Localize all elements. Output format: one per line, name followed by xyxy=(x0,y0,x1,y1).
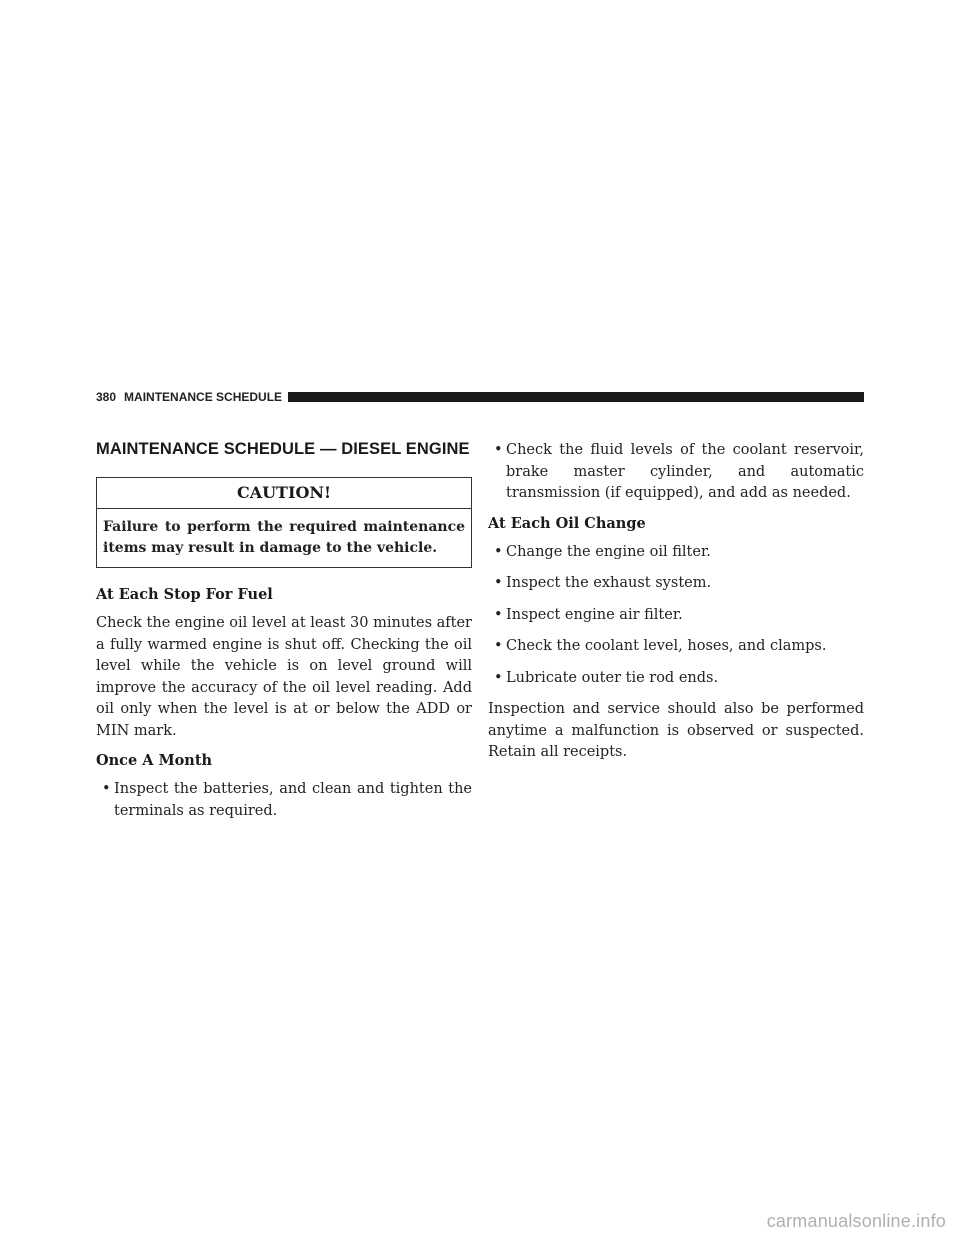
list-item-text: Lubricate outer tie rod ends. xyxy=(506,669,719,686)
bullet-icon: • xyxy=(494,442,503,458)
list-item-text: Check the coolant level, hoses, and clamps. xyxy=(506,638,827,654)
monthly-list xyxy=(96,779,472,822)
watermark-logo: carmanualsonline.info xyxy=(766,1211,946,1231)
list-item xyxy=(488,668,864,690)
section-title: MAINTENANCE SCHEDULE — DIESEL ENGINE xyxy=(96,440,470,458)
list-item-text: Inspect the exhaust system. xyxy=(506,575,712,591)
list-item-text: Change the engine oil filter. xyxy=(506,543,711,560)
running-section-title: MAINTENANCE SCHEDULE xyxy=(124,390,283,404)
closing-paragraph: Inspection and service should also be performed anytime a malfunction is observed or suspected. Retain all receipts. xyxy=(488,701,864,760)
monthly-heading: Once A Month xyxy=(96,752,213,769)
list-item-text: Check the fluid levels of the coolant reservoir, brake master cylinder, and automatic transmission (if equipped), and add as needed. xyxy=(506,442,864,501)
bullet-icon: • xyxy=(494,606,503,623)
list-item-text: Inspect the batteries, and clean and tighten the terminals as required. xyxy=(114,781,472,819)
list-item xyxy=(488,573,864,595)
fuel-stop-paragraph: Check the engine oil level at least 30 minutes after a fully warmed engine is shut off. Checking the oil level while the vehicle is on level ground will improve the accuracy of the oil level reading. Add oil only when the level is at or below the ADD or MIN mark. xyxy=(96,615,472,739)
list-item xyxy=(488,542,864,564)
caution-box xyxy=(96,477,472,568)
header-rule xyxy=(288,392,864,402)
bullet-icon: • xyxy=(494,543,503,560)
left-column xyxy=(96,440,472,832)
list-item-text: Inspect engine air filter. xyxy=(506,606,683,623)
oil-change-heading: At Each Oil Change xyxy=(488,514,646,532)
oil-change-list xyxy=(488,542,864,690)
page-number: 380 xyxy=(96,390,117,404)
bullet-icon: • xyxy=(494,669,503,686)
fuel-stop-heading: At Each Stop For Fuel xyxy=(96,586,273,603)
bullet-icon: • xyxy=(494,638,503,654)
right-column xyxy=(488,440,864,774)
list-item xyxy=(488,605,864,627)
list-item xyxy=(488,636,864,658)
caution-heading: CAUTION! xyxy=(97,478,471,509)
bullet-icon: • xyxy=(494,575,503,591)
list-item xyxy=(488,440,864,505)
caution-text: Failure to perform the required maintenance items may result in damage to the vehicle. xyxy=(103,519,465,556)
page-header xyxy=(96,390,864,404)
monthly-list-continued xyxy=(488,440,864,505)
list-item xyxy=(96,779,472,822)
bullet-icon: • xyxy=(102,781,111,797)
